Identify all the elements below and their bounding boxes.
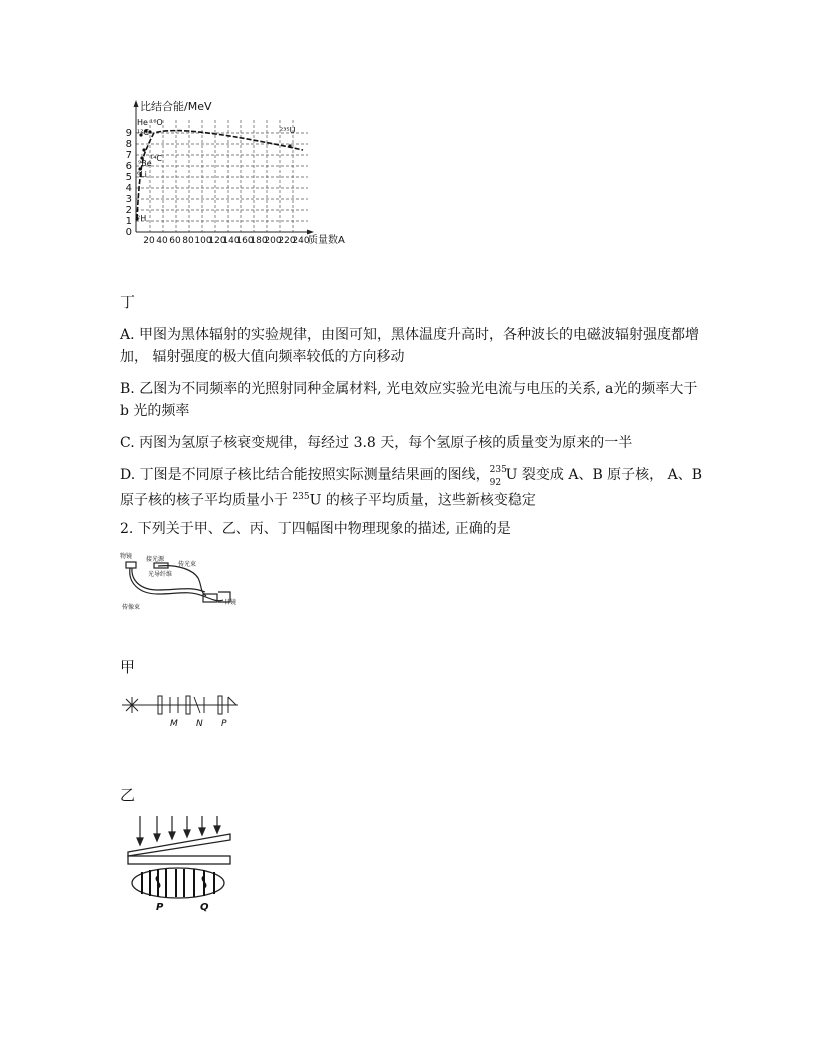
isotope-symbol: U — [505, 467, 518, 483]
y-axis-label: 比结合能/MeV — [140, 100, 212, 113]
figure-label-ding: 丁 — [120, 293, 136, 311]
point-label-c12: ¹²C — [137, 128, 149, 137]
point-label-he: He — [137, 118, 148, 127]
x-tick: 60 — [169, 236, 181, 246]
point-label-be9: ⁹Be — [138, 159, 152, 168]
y-tick: 2 — [125, 205, 132, 216]
label-light-source: 接光源 — [146, 556, 165, 563]
y-tick: 1 — [125, 216, 132, 227]
x-tick: 160 — [236, 236, 254, 246]
option-d-part1: D. 丁图是不同原子核比结合能按照实际测量结果画的图线， — [120, 467, 490, 483]
point-label-h2: ²H — [137, 214, 147, 223]
isotope-symbol-2: U — [309, 492, 322, 509]
fiber-optic-figure — [118, 552, 243, 610]
point-label-li6: ⁶Li — [137, 170, 147, 179]
point-label-o16: ¹⁶O — [150, 118, 163, 127]
label-p: P — [156, 902, 164, 912]
y-tick: 7 — [125, 150, 132, 161]
point-label-c14: ¹⁴C — [150, 154, 162, 163]
figure-label-yi: 乙 — [120, 786, 136, 804]
polarization-figure — [120, 688, 245, 728]
label-m: M — [170, 719, 178, 728]
isotope-number: 92 — [489, 478, 502, 488]
wedge-interference-figure — [120, 812, 240, 912]
question-2: 2. 下列关于甲、乙、丙、丁四幅图中物理现象的描述, 正确的是 — [120, 521, 511, 537]
point-label-u235: ²³⁵U — [280, 126, 296, 135]
y-tick: 3 — [125, 194, 132, 205]
label-fiber: 光导纤维 — [148, 571, 173, 578]
x-tick: 80 — [182, 236, 194, 246]
y-tick: 0 — [125, 227, 132, 238]
x-tick: 200 — [264, 236, 282, 246]
option-d-part3: 的核子平均质量，这些新核变稳定 — [321, 492, 536, 509]
option-a: A. 甲图为黑体辐射的实验规律，由图可知，黑体温度升高时，各种波长的电磁波辐射强度都增加， 辐射强度的极大值向频率较低的方向移动 — [120, 327, 700, 365]
x-tick: 120 — [208, 236, 226, 246]
isotope-mass-2: 235 — [292, 492, 310, 502]
label-image-beam: 传像束 — [122, 604, 141, 610]
label-q: Q — [200, 902, 209, 912]
label-light-beam: 传光束 — [178, 561, 197, 568]
y-tick: 8 — [125, 139, 132, 150]
label-objective: 物镜 — [120, 553, 133, 560]
y-tick: 6 — [125, 161, 132, 172]
x-tick: 40 — [156, 236, 168, 246]
option-c: C. 丙图为氢原子核衰变规律，每经过 3.8 天，每个氢原子核的质量变为原来的一半 — [120, 435, 633, 451]
option-d-part2: 裂变成 A、B 原子核， A、B 原子核的核子平均质量小于 — [120, 467, 703, 509]
y-tick: 4 — [125, 183, 132, 194]
label-n: N — [196, 719, 203, 728]
x-tick: 20 — [143, 236, 155, 246]
label-eyepiece: 目镜 — [224, 599, 237, 606]
x-tick: 220 — [278, 236, 296, 246]
figure-label-jia: 甲 — [120, 658, 136, 676]
x-tick: 180 — [250, 236, 268, 246]
x-tick: 140 — [222, 236, 240, 246]
y-tick: 5 — [125, 172, 132, 183]
y-tick: 9 — [125, 128, 132, 139]
binding-energy-chart — [118, 98, 368, 250]
label-p: P — [221, 719, 227, 728]
option-d — [120, 464, 710, 512]
option-b: B. 乙图为不同频率的光照射同种金属材料, 光电效应实验光电流与电压的关系, a光的频率大于 b 光的频率 — [120, 381, 698, 419]
x-axis-label: 质量数A — [308, 235, 345, 246]
x-tick: 240 — [292, 236, 310, 246]
isotope-mass: 235 — [489, 465, 507, 475]
x-tick: 100 — [194, 236, 212, 246]
